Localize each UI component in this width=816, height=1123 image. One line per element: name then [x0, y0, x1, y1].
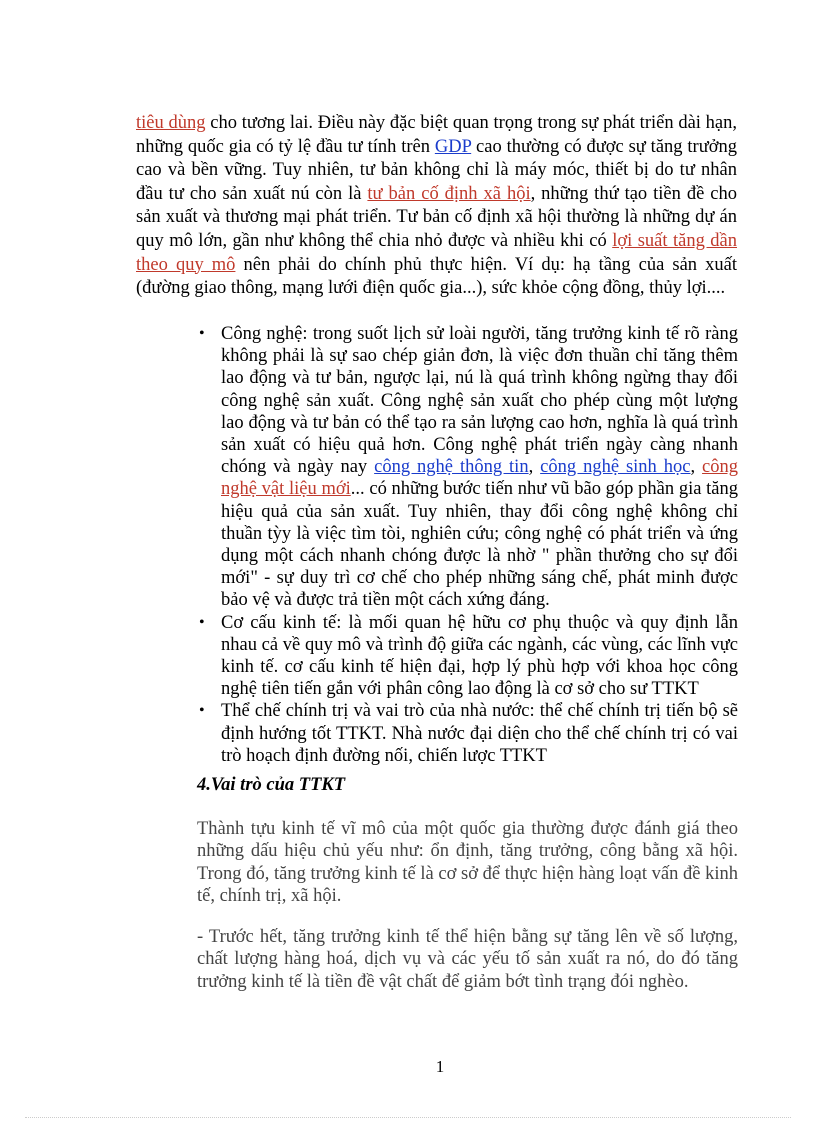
factor-bullet-list — [197, 323, 738, 767]
paragraph-text: cao thường có được sự tăng trưởng cao và bền vững. Tuy nhiên, tư bản không chỉ là máy móc, thiết bị do tư nhân đầu tư cho sản xuất nú còn là — [136, 136, 737, 204]
bullet-political-institution — [197, 700, 738, 767]
section-heading: 4.Vai trò của TTKT — [197, 775, 346, 795]
paragraph-macro-achievements: Thành tựu kinh tế vĩ mô của một quốc gia thường được đánh giá theo những dấu hiệu chủ yếu như: ổn định, tăng trưởng, công bằng xã hội. Trong đó, tăng trưởng kinh tế là cơ sở để thực hiện hàng loạt vấn đề kinh tế, chính trị, xã hội. — [197, 819, 738, 907]
paragraph-text: cho tương lai. Điều này đặc biệt quan trọng trong sự phát triển dài hạn, những quốc gia có tỷ lệ đầu tư tính trên — [136, 113, 738, 157]
link-gdp[interactable]: GDP — [434, 136, 472, 157]
separator: , — [528, 457, 541, 478]
bullet-icon: • — [199, 702, 205, 720]
paragraph-text: nên phải do chính phủ thực hiện. Ví dụ: hạ tầng của sản xuất (đường giao thông, mạng lưới điện quốc gia...), sức khỏe cộng đồng, thủy lợi.... — [136, 254, 737, 299]
link-cong-nghe-thong-tin[interactable]: công nghệ thông tin — [374, 457, 529, 478]
bullet-technology — [197, 323, 738, 612]
link-cong-nghe-vat-lieu-moi[interactable]: công nghệ vật liệu mới — [221, 457, 739, 500]
link-tu-ban-co-dinh-xa-hoi[interactable]: tư bản cố định xã hội — [367, 183, 531, 204]
link-cong-nghe-sinh-hoc[interactable]: công nghệ sinh học — [540, 457, 691, 478]
page-divider — [25, 1117, 791, 1118]
paragraph-growth-first: - Trước hết, tăng trưởng kinh tế thể hiện bằng sự tăng lên về số lượng, chất lượng hàng hoá, dịch vụ và các yếu tố sản xuất ra nó, do đó tăng trưởng kinh tế là tiền đề vật chất để giảm bớt tình trạng đói nghèo. — [197, 927, 738, 992]
bullet-icon: • — [199, 613, 205, 631]
bullet-text: ... có những bước tiến như vũ bão góp phần gia tăng hiệu quả của sản xuất. Tuy nhiên, thay đổi công nghệ không chỉ thuần tỳy là việc tìm tòi, nghiên cứu; công nghệ có phát triển và ứng dụng một cách nhanh chóng được là nhờ " phần thưởng cho sự đổi mới" - sự duy trì cơ chế cho phép những sáng chế, phát minh được bảo vệ và được trả tiền một cách xứng đáng. — [221, 479, 738, 611]
page-number: 1 — [435, 1057, 445, 1076]
link-tieu-dung[interactable]: tiêu dùng — [136, 113, 206, 133]
paragraph-investment — [136, 112, 737, 301]
bullet-text: Cơ cấu kinh tế: là mối quan hệ hữu cơ phụ thuộc và quy định lẫn nhau cả về quy mô và trình độ giữa các ngành, các vùng, các lĩnh vực kinh tế. cơ cấu kinh tế hiện đại, hợp lý phù hợp với khoa học công nghệ tiên tiến gắn với phân công lao động là cơ sở cho sư TTKT — [221, 612, 738, 700]
separator: , — [690, 457, 703, 478]
link-loi-suat-tang-dan[interactable]: lợi suất tăng dần theo quy mô — [136, 230, 737, 275]
bullet-text: Thể chế chính trị và vai trò của nhà nước: thể chế chính trị tiến bộ sẽ định hướng tốt TTKT. Nhà nước đại diện cho thể chế chính trị có vai trò hoạch định đường nối, chiến lược TTKT — [221, 701, 738, 766]
paragraph-text: , những thứ tạo tiền đề cho sản xuất và thương mại phát triển. Tư bản cố định xã hội thường là những dự án quy mô lớn, gần như không thể chia nhỏ được và nhiều khi có — [136, 183, 737, 251]
bullet-economic-structure — [197, 612, 738, 701]
bullet-text: Công nghệ: trong suốt lịch sử loài người, tăng trưởng kinh tế rõ ràng không phải là sự sao chép giản đơn, là việc đơn thuần chỉ tăng thêm lao động và tư bản, ngược lại, nú là quá trình không ngừng thay đổi công nghệ sản xuất. Công nghệ sản xuất cho phép cùng một lượng lao động và tư bản có thể tạo ra sản lượng cao hơn, nghĩa là quá trình sản xuất có hiệu quả hơn. Công nghệ phát triển ngày càng nhanh chóng và ngày nay — [221, 324, 738, 478]
bullet-icon: • — [199, 325, 205, 342]
